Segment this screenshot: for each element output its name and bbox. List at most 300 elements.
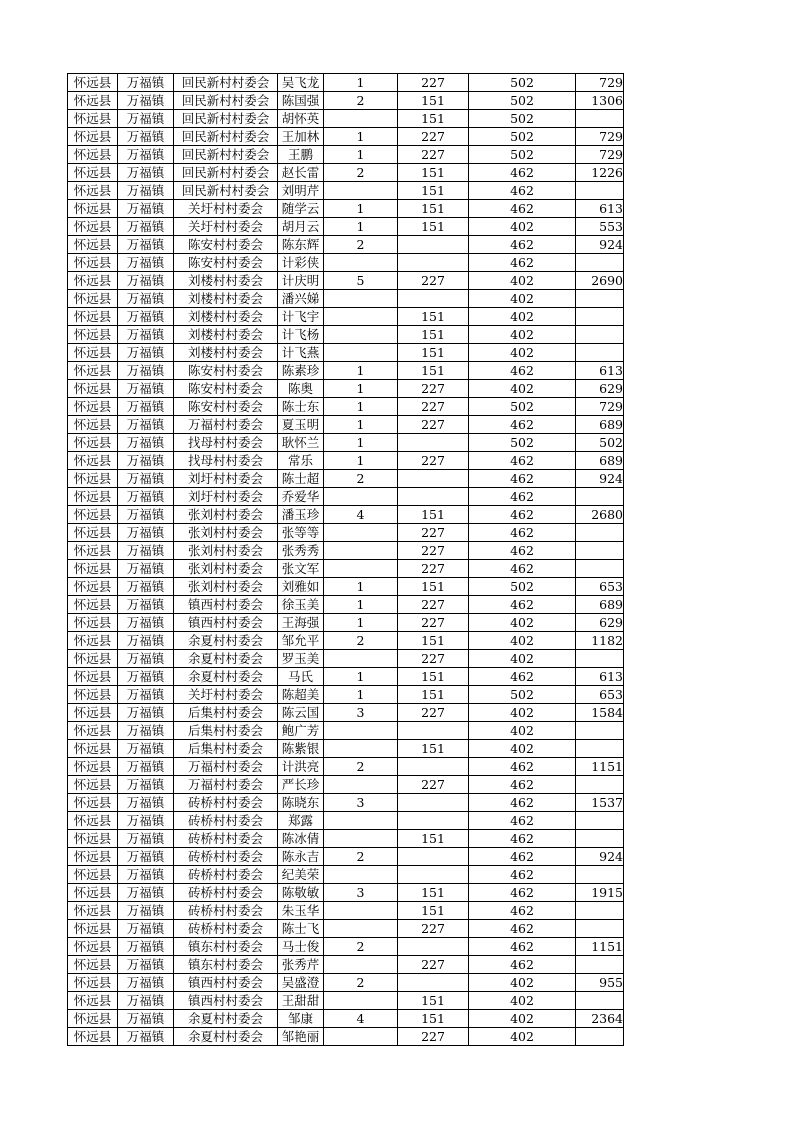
amount-b-cell: 402: [469, 326, 576, 344]
county-cell: 怀远县: [68, 884, 118, 902]
town-cell: 万福镇: [118, 1028, 174, 1046]
count-cell: 2: [324, 938, 398, 956]
county-cell: 怀远县: [68, 776, 118, 794]
amount-a-cell: 227: [398, 74, 469, 92]
town-cell: 万福镇: [118, 686, 174, 704]
town-cell: 万福镇: [118, 398, 174, 416]
total-cell: [576, 740, 624, 758]
total-cell: [576, 1028, 624, 1046]
table-row: [68, 92, 624, 110]
amount-a-cell: [398, 866, 469, 884]
count-cell: 5: [324, 272, 398, 290]
county-cell: 怀远县: [68, 614, 118, 632]
count-cell: 1: [324, 74, 398, 92]
county-cell: 怀远县: [68, 272, 118, 290]
town-cell: 万福镇: [118, 308, 174, 326]
village-cell: 刘圩村村委会: [174, 488, 278, 506]
total-cell: 1151: [576, 758, 624, 776]
amount-a-cell: 151: [398, 578, 469, 596]
amount-a-cell: 151: [398, 506, 469, 524]
amount-b-cell: 402: [469, 1010, 576, 1028]
total-cell: [576, 812, 624, 830]
count-cell: [324, 776, 398, 794]
count-cell: [324, 902, 398, 920]
town-cell: 万福镇: [118, 650, 174, 668]
amount-b-cell: 402: [469, 308, 576, 326]
count-cell: 1: [324, 578, 398, 596]
town-cell: 万福镇: [118, 182, 174, 200]
village-cell: 张刘村村委会: [174, 560, 278, 578]
amount-a-cell: [398, 794, 469, 812]
village-cell: 镇东村村委会: [174, 938, 278, 956]
amount-b-cell: 462: [469, 164, 576, 182]
town-cell: 万福镇: [118, 920, 174, 938]
amount-b-cell: 462: [469, 596, 576, 614]
county-cell: 怀远县: [68, 110, 118, 128]
town-cell: 万福镇: [118, 92, 174, 110]
county-cell: 怀远县: [68, 704, 118, 722]
name-cell: 计彩侠: [278, 254, 324, 272]
total-cell: 613: [576, 668, 624, 686]
count-cell: [324, 524, 398, 542]
total-cell: [576, 920, 624, 938]
amount-a-cell: 151: [398, 164, 469, 182]
village-cell: 后集村村委会: [174, 722, 278, 740]
amount-a-cell: [398, 848, 469, 866]
table-row: [68, 506, 624, 524]
total-cell: 729: [576, 74, 624, 92]
table-row: [68, 524, 624, 542]
town-cell: 万福镇: [118, 218, 174, 236]
amount-b-cell: 462: [469, 362, 576, 380]
county-cell: 怀远县: [68, 542, 118, 560]
town-cell: 万福镇: [118, 128, 174, 146]
county-cell: 怀远县: [68, 668, 118, 686]
amount-b-cell: 402: [469, 704, 576, 722]
county-cell: 怀远县: [68, 578, 118, 596]
table-row: [68, 308, 624, 326]
town-cell: 万福镇: [118, 884, 174, 902]
town-cell: 万福镇: [118, 938, 174, 956]
count-cell: 2: [324, 848, 398, 866]
count-cell: 1: [324, 452, 398, 470]
name-cell: 刘明芹: [278, 182, 324, 200]
town-cell: 万福镇: [118, 848, 174, 866]
amount-a-cell: 227: [398, 920, 469, 938]
total-cell: [576, 560, 624, 578]
village-cell: 找母村村委会: [174, 452, 278, 470]
table-row: [68, 1010, 624, 1028]
total-cell: 629: [576, 614, 624, 632]
total-cell: 955: [576, 974, 624, 992]
village-cell: 刘圩村村委会: [174, 470, 278, 488]
table-row: [68, 416, 624, 434]
town-cell: 万福镇: [118, 164, 174, 182]
amount-b-cell: 462: [469, 182, 576, 200]
amount-a-cell: 151: [398, 830, 469, 848]
table-row: [68, 902, 624, 920]
count-cell: 2: [324, 470, 398, 488]
count-cell: [324, 182, 398, 200]
town-cell: 万福镇: [118, 416, 174, 434]
amount-a-cell: [398, 488, 469, 506]
total-cell: 924: [576, 848, 624, 866]
count-cell: [324, 830, 398, 848]
county-cell: 怀远县: [68, 848, 118, 866]
total-cell: [576, 344, 624, 362]
name-cell: 陈晓东: [278, 794, 324, 812]
name-cell: 陈士飞: [278, 920, 324, 938]
total-cell: [576, 254, 624, 272]
total-cell: 689: [576, 416, 624, 434]
count-cell: 2: [324, 974, 398, 992]
count-cell: [324, 326, 398, 344]
amount-a-cell: 151: [398, 686, 469, 704]
table-row: [68, 614, 624, 632]
village-cell: 后集村村委会: [174, 704, 278, 722]
town-cell: 万福镇: [118, 434, 174, 452]
total-cell: [576, 524, 624, 542]
name-cell: 纪美荣: [278, 866, 324, 884]
amount-a-cell: 227: [398, 380, 469, 398]
name-cell: 邹艳丽: [278, 1028, 324, 1046]
amount-b-cell: 462: [469, 416, 576, 434]
county-cell: 怀远县: [68, 398, 118, 416]
amount-b-cell: 462: [469, 542, 576, 560]
village-cell: 回民新村村委会: [174, 92, 278, 110]
count-cell: [324, 488, 398, 506]
count-cell: 1: [324, 416, 398, 434]
table-row: [68, 560, 624, 578]
name-cell: 邹允平: [278, 632, 324, 650]
count-cell: [324, 290, 398, 308]
village-cell: 万福村村委会: [174, 758, 278, 776]
town-cell: 万福镇: [118, 614, 174, 632]
name-cell: 胡月云: [278, 218, 324, 236]
total-cell: 2690: [576, 272, 624, 290]
amount-a-cell: 151: [398, 668, 469, 686]
amount-a-cell: 151: [398, 740, 469, 758]
count-cell: 1: [324, 380, 398, 398]
village-cell: 砖桥村村委会: [174, 830, 278, 848]
town-cell: 万福镇: [118, 254, 174, 272]
count-cell: 1: [324, 218, 398, 236]
count-cell: 1: [324, 668, 398, 686]
name-cell: 赵长雷: [278, 164, 324, 182]
table-row: [68, 254, 624, 272]
amount-a-cell: 227: [398, 452, 469, 470]
table-row: [68, 542, 624, 560]
amount-a-cell: 151: [398, 344, 469, 362]
amount-a-cell: 151: [398, 362, 469, 380]
total-cell: 1151: [576, 938, 624, 956]
count-cell: [324, 1028, 398, 1046]
town-cell: 万福镇: [118, 200, 174, 218]
count-cell: 4: [324, 1010, 398, 1028]
amount-a-cell: 227: [398, 542, 469, 560]
table-row: [68, 740, 624, 758]
amount-b-cell: 402: [469, 722, 576, 740]
amount-b-cell: 402: [469, 974, 576, 992]
name-cell: 计庆明: [278, 272, 324, 290]
town-cell: 万福镇: [118, 290, 174, 308]
table-row: [68, 578, 624, 596]
table-row: [68, 110, 624, 128]
county-cell: 怀远县: [68, 1010, 118, 1028]
count-cell: 2: [324, 632, 398, 650]
town-cell: 万福镇: [118, 578, 174, 596]
county-cell: 怀远县: [68, 902, 118, 920]
amount-b-cell: 462: [469, 920, 576, 938]
total-cell: 729: [576, 146, 624, 164]
count-cell: [324, 866, 398, 884]
count-cell: [324, 254, 398, 272]
county-cell: 怀远县: [68, 938, 118, 956]
town-cell: 万福镇: [118, 992, 174, 1010]
table-row: [68, 344, 624, 362]
village-cell: 陈安村村委会: [174, 398, 278, 416]
total-cell: 924: [576, 236, 624, 254]
name-cell: 王加林: [278, 128, 324, 146]
county-cell: 怀远县: [68, 326, 118, 344]
table-row: [68, 884, 624, 902]
count-cell: [324, 560, 398, 578]
village-cell: 刘楼村村委会: [174, 290, 278, 308]
village-cell: 镇西村村委会: [174, 974, 278, 992]
total-cell: 1584: [576, 704, 624, 722]
amount-b-cell: 402: [469, 380, 576, 398]
count-cell: 3: [324, 704, 398, 722]
town-cell: 万福镇: [118, 470, 174, 488]
county-cell: 怀远县: [68, 1028, 118, 1046]
table-row: [68, 128, 624, 146]
village-cell: 回民新村村委会: [174, 182, 278, 200]
table-row: [68, 650, 624, 668]
amount-b-cell: 462: [469, 524, 576, 542]
name-cell: 王甜甜: [278, 992, 324, 1010]
total-cell: 924: [576, 470, 624, 488]
village-cell: 余夏村村委会: [174, 1010, 278, 1028]
amount-b-cell: 402: [469, 650, 576, 668]
name-cell: 陈士超: [278, 470, 324, 488]
count-cell: 4: [324, 506, 398, 524]
village-cell: 回民新村村委会: [174, 164, 278, 182]
total-cell: [576, 308, 624, 326]
count-cell: 3: [324, 884, 398, 902]
county-cell: 怀远县: [68, 506, 118, 524]
amount-b-cell: 462: [469, 254, 576, 272]
county-cell: 怀远县: [68, 758, 118, 776]
county-cell: 怀远县: [68, 470, 118, 488]
town-cell: 万福镇: [118, 272, 174, 290]
name-cell: 吴盛澄: [278, 974, 324, 992]
total-cell: 689: [576, 452, 624, 470]
table-row: [68, 668, 624, 686]
table-row: [68, 290, 624, 308]
amount-a-cell: 227: [398, 596, 469, 614]
table-row: [68, 992, 624, 1010]
village-cell: 砖桥村村委会: [174, 920, 278, 938]
amount-a-cell: 227: [398, 614, 469, 632]
amount-b-cell: 462: [469, 758, 576, 776]
amount-b-cell: 462: [469, 776, 576, 794]
county-cell: 怀远县: [68, 974, 118, 992]
town-cell: 万福镇: [118, 146, 174, 164]
amount-b-cell: 402: [469, 1028, 576, 1046]
total-cell: [576, 110, 624, 128]
town-cell: 万福镇: [118, 506, 174, 524]
count-cell: [324, 344, 398, 362]
village-cell: 砖桥村村委会: [174, 848, 278, 866]
county-cell: 怀远县: [68, 380, 118, 398]
town-cell: 万福镇: [118, 596, 174, 614]
town-cell: 万福镇: [118, 830, 174, 848]
village-cell: 刘楼村村委会: [174, 326, 278, 344]
amount-a-cell: 151: [398, 1010, 469, 1028]
village-cell: 砖桥村村委会: [174, 866, 278, 884]
table-row: [68, 596, 624, 614]
town-cell: 万福镇: [118, 344, 174, 362]
count-cell: [324, 956, 398, 974]
amount-b-cell: 502: [469, 686, 576, 704]
village-cell: 张刘村村委会: [174, 542, 278, 560]
name-cell: 陈敬敏: [278, 884, 324, 902]
county-cell: 怀远县: [68, 920, 118, 938]
amount-b-cell: 462: [469, 848, 576, 866]
town-cell: 万福镇: [118, 542, 174, 560]
total-cell: 729: [576, 398, 624, 416]
amount-a-cell: 151: [398, 326, 469, 344]
village-cell: 张刘村村委会: [174, 506, 278, 524]
table-row: [68, 434, 624, 452]
count-cell: 1: [324, 434, 398, 452]
town-cell: 万福镇: [118, 776, 174, 794]
county-cell: 怀远县: [68, 164, 118, 182]
name-cell: 陈永吉: [278, 848, 324, 866]
name-cell: 徐玉美: [278, 596, 324, 614]
count-cell: [324, 812, 398, 830]
name-cell: 刘雅如: [278, 578, 324, 596]
amount-a-cell: 227: [398, 416, 469, 434]
name-cell: 陈国强: [278, 92, 324, 110]
village-cell: 陈安村村委会: [174, 362, 278, 380]
table-row: [68, 866, 624, 884]
count-cell: 2: [324, 164, 398, 182]
village-cell: 陈安村村委会: [174, 254, 278, 272]
county-cell: 怀远县: [68, 290, 118, 308]
name-cell: 罗玉美: [278, 650, 324, 668]
table-row: [68, 146, 624, 164]
amount-a-cell: [398, 434, 469, 452]
total-cell: 653: [576, 686, 624, 704]
town-cell: 万福镇: [118, 704, 174, 722]
name-cell: 张文军: [278, 560, 324, 578]
name-cell: 随学云: [278, 200, 324, 218]
amount-b-cell: 462: [469, 488, 576, 506]
village-cell: 刘楼村村委会: [174, 272, 278, 290]
name-cell: 朱玉华: [278, 902, 324, 920]
village-cell: 找母村村委会: [174, 434, 278, 452]
name-cell: 夏玉明: [278, 416, 324, 434]
amount-b-cell: 502: [469, 110, 576, 128]
amount-a-cell: 227: [398, 128, 469, 146]
amount-b-cell: 462: [469, 668, 576, 686]
table-row: [68, 848, 624, 866]
village-cell: 关圩村村委会: [174, 218, 278, 236]
amount-a-cell: [398, 254, 469, 272]
total-cell: [576, 722, 624, 740]
town-cell: 万福镇: [118, 722, 174, 740]
village-cell: 镇西村村委会: [174, 596, 278, 614]
amount-a-cell: 227: [398, 272, 469, 290]
village-cell: 刘楼村村委会: [174, 344, 278, 362]
name-cell: 陈冰倩: [278, 830, 324, 848]
total-cell: [576, 182, 624, 200]
amount-b-cell: 462: [469, 938, 576, 956]
count-cell: 2: [324, 758, 398, 776]
table-row: [68, 830, 624, 848]
county-cell: 怀远县: [68, 740, 118, 758]
total-cell: 1915: [576, 884, 624, 902]
amount-a-cell: 151: [398, 92, 469, 110]
county-cell: 怀远县: [68, 236, 118, 254]
amount-b-cell: 462: [469, 452, 576, 470]
county-cell: 怀远县: [68, 344, 118, 362]
table-row: [68, 812, 624, 830]
village-cell: 镇西村村委会: [174, 614, 278, 632]
town-cell: 万福镇: [118, 974, 174, 992]
total-cell: [576, 290, 624, 308]
village-cell: 陈安村村委会: [174, 380, 278, 398]
count-cell: [324, 992, 398, 1010]
table-row: [68, 956, 624, 974]
amount-a-cell: [398, 974, 469, 992]
amount-b-cell: 402: [469, 290, 576, 308]
amount-b-cell: 402: [469, 632, 576, 650]
table-row: [68, 398, 624, 416]
village-cell: 关圩村村委会: [174, 200, 278, 218]
amount-a-cell: 151: [398, 182, 469, 200]
town-cell: 万福镇: [118, 1010, 174, 1028]
name-cell: 王海强: [278, 614, 324, 632]
amount-b-cell: 462: [469, 884, 576, 902]
count-cell: [324, 650, 398, 668]
amount-b-cell: 402: [469, 218, 576, 236]
amount-b-cell: 462: [469, 866, 576, 884]
village-cell: 关圩村村委会: [174, 686, 278, 704]
village-cell: 刘楼村村委会: [174, 308, 278, 326]
name-cell: 陈紫银: [278, 740, 324, 758]
count-cell: [324, 920, 398, 938]
amount-a-cell: 227: [398, 776, 469, 794]
village-cell: 余夏村村委会: [174, 650, 278, 668]
county-cell: 怀远县: [68, 74, 118, 92]
village-cell: 砖桥村村委会: [174, 812, 278, 830]
county-cell: 怀远县: [68, 794, 118, 812]
amount-a-cell: 151: [398, 632, 469, 650]
table-row: [68, 632, 624, 650]
amount-a-cell: [398, 722, 469, 740]
village-cell: 回民新村村委会: [174, 110, 278, 128]
name-cell: 郑露: [278, 812, 324, 830]
amount-b-cell: 402: [469, 992, 576, 1010]
name-cell: 张秀芹: [278, 956, 324, 974]
town-cell: 万福镇: [118, 632, 174, 650]
count-cell: [324, 722, 398, 740]
amount-b-cell: 402: [469, 272, 576, 290]
village-cell: 张刘村村委会: [174, 524, 278, 542]
amount-a-cell: 151: [398, 884, 469, 902]
